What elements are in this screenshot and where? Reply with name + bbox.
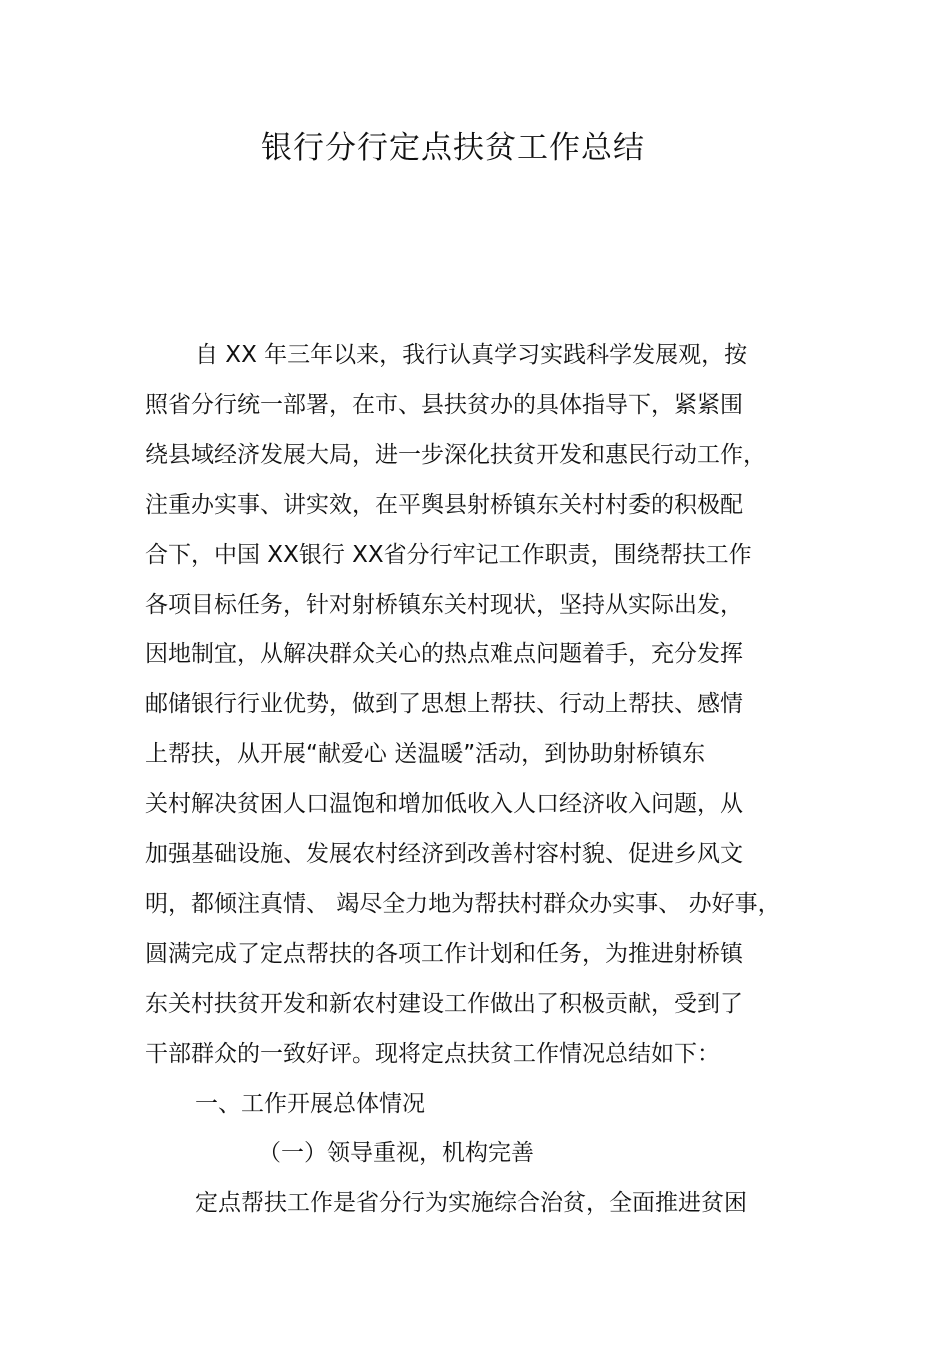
paragraph-line: 关村解决贫困人口温饱和增加低收入人口经济收入问题，从 [145,791,743,817]
paragraph-line: 上帮扶，从开展“献爱心 送温暖”活动，到协助射桥镇东 [145,741,706,767]
paragraph-line: 绕县域经济发展大局，进一步深化扶贫开发和惠民行动工作， [145,442,766,468]
paragraph-line: 邮储银行行业优势，做到了思想上帮扶、行动上帮扶、感情 [145,691,743,717]
section-heading: 一、工作开展总体情况 [195,1091,425,1117]
subsection-heading: （一）领导重视，机构完善 [258,1140,534,1166]
paragraph-line: 东关村扶贫开发和新农村建设工作做出了积极贡献，受到了 [145,991,743,1017]
paragraph-line: 明，都倾注真情、 竭尽全力地为帮扶村群众办实事、 办好事， [145,891,781,917]
paragraph-line: 干部群众的一致好评。现将定点扶贫工作情况总结如下： [145,1041,720,1067]
paragraph-line: 加强基础设施、发展农村经济到改善村容村貌、促进乡风文 [145,841,743,867]
paragraph-line: 照省分行统一部署，在市、县扶贫办的具体指导下，紧紧围 [145,392,743,418]
paragraph-line: 因地制宜，从解决群众关心的热点难点问题着手，充分发挥 [145,641,743,667]
paragraph-line: 合下，中国 XX银行 XX省分行牢记工作职责，围绕帮扶工作 [145,542,752,568]
paragraph-line: 自 XX 年三年以来，我行认真学习实践科学发展观，按 [195,342,748,368]
paragraph-line: 各项目标任务，针对射桥镇东关村现状，坚持从实际出发， [145,592,743,618]
paragraph-line: 圆满完成了定点帮扶的各项工作计划和任务，为推进射桥镇 [145,941,743,967]
paragraph-line: 注重办实事、讲实效，在平舆县射桥镇东关村村委的积极配 [145,492,743,518]
document-title: 银行分行定点扶贫工作总结 [261,130,645,166]
paragraph-line: 定点帮扶工作是省分行为实施综合治贫，全面推进贫困 [195,1190,747,1216]
